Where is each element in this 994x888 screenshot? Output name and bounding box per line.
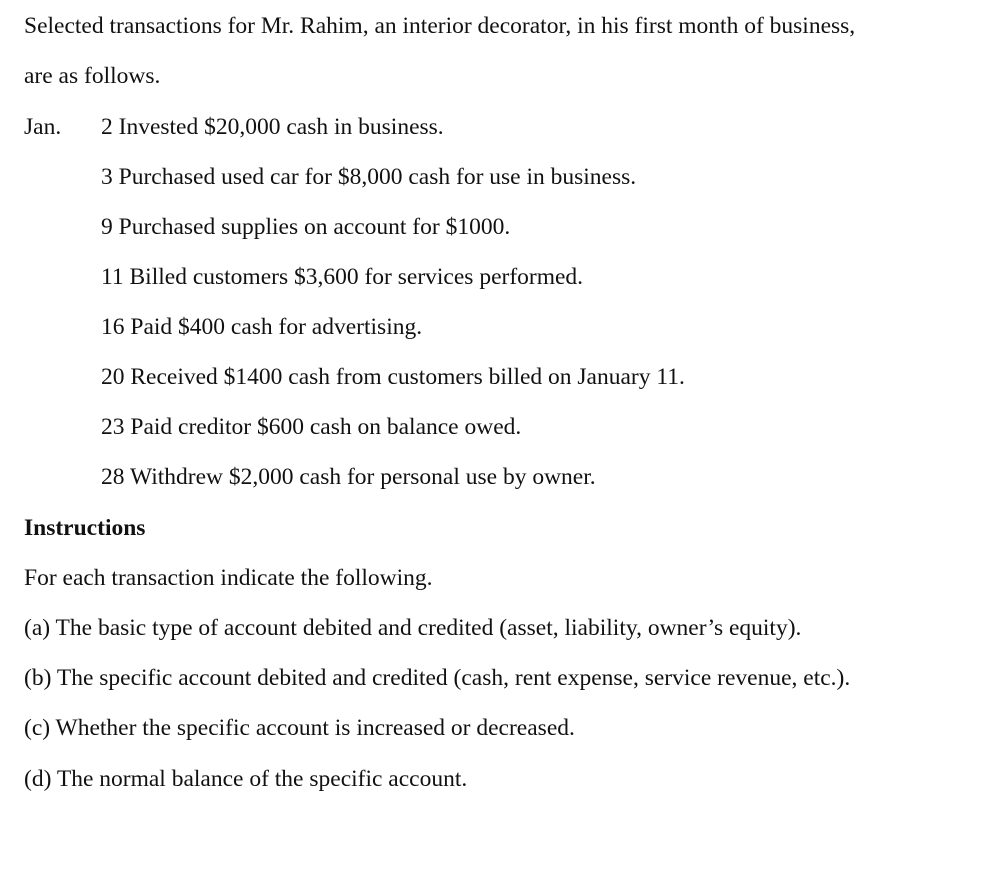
transaction-item: 20 Received $1400 cash from customers billed on January 11. <box>101 364 685 390</box>
instruction-item: (d) The normal balance of the specific account. <box>24 766 468 792</box>
intro-line-1: Selected transactions for Mr. Rahim, an interior decorator, in his first month of business, <box>24 13 856 39</box>
instructions-lead: For each transaction indicate the following. <box>24 565 433 591</box>
instructions-heading: Instructions <box>24 515 146 541</box>
month-label: Jan. <box>24 114 62 140</box>
transaction-item: 9 Purchased supplies on account for $1000. <box>101 214 511 240</box>
intro-line-2: are as follows. <box>24 63 161 89</box>
transaction-item: 2 Invested $20,000 cash in business. <box>101 114 444 140</box>
transaction-item: 28 Withdrew $2,000 cash for personal use by owner. <box>101 464 596 490</box>
transaction-item: 11 Billed customers $3,600 for services performed. <box>101 264 584 290</box>
transaction-item: 16 Paid $400 cash for advertising. <box>101 314 423 340</box>
transaction-item: 23 Paid creditor $600 cash on balance owed. <box>101 414 522 440</box>
instruction-item: (c) Whether the specific account is increased or decreased. <box>24 715 575 741</box>
instruction-item: (a) The basic type of account debited and credited (asset, liability, owner’s equity). <box>24 615 802 641</box>
instruction-item: (b) The specific account debited and credited (cash, rent expense, service revenue, etc.). <box>24 665 851 691</box>
transaction-item: 3 Purchased used car for $8,000 cash for use in business. <box>101 164 637 190</box>
